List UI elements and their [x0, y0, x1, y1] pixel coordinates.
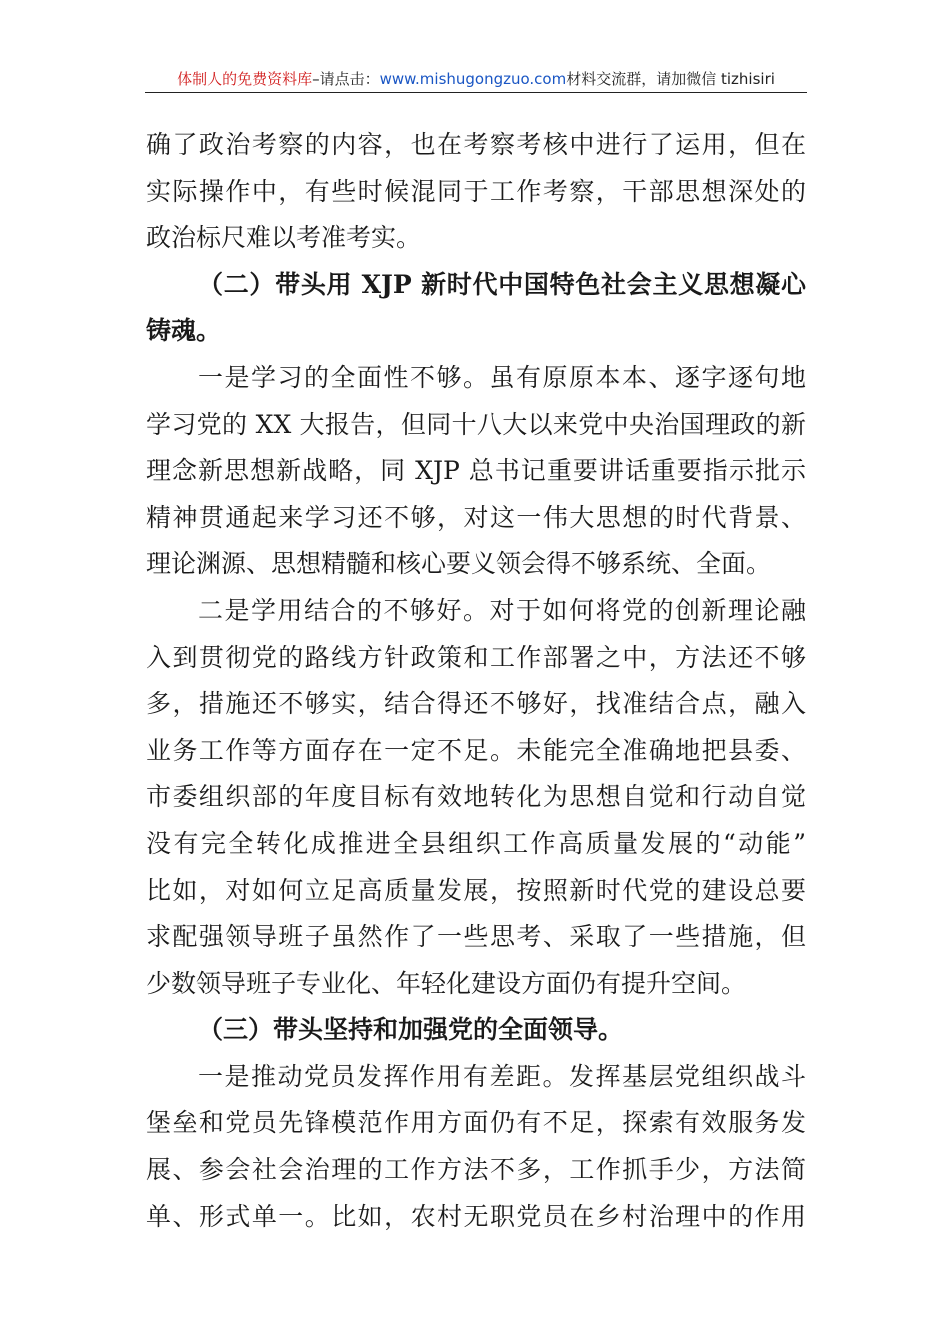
document-body: [146, 122, 806, 1240]
text-line: 业务工作等方面存在一定不足。未能完全准确地把县委、: [146, 735, 806, 765]
header-click-prompt: –请点击：: [312, 70, 380, 88]
text-line: 一是推动党员发挥作用有差距。发挥基层党组织战斗: [198, 1061, 806, 1091]
text-line: 堡垒和党员先锋模范作用方面仍有不足，探索有效服务发: [146, 1108, 806, 1138]
text-line: 精神贯通起来学习还不够，对这一伟大思想的时代背景、: [146, 502, 806, 532]
header-site-name: 体制人的免费资料库: [177, 70, 313, 88]
section-heading: 铸魂。: [146, 316, 222, 346]
page-header: [145, 66, 807, 93]
text-line: 没有完全转化成推进全县组织工作高质量发展的“动能”: [146, 828, 806, 858]
section-heading: （二）带头用 XJP 新时代中国特色社会主义思想凝心: [198, 269, 806, 299]
text-line: 多，措施还不够实，结合得还不够好，找准结合点，融入: [146, 689, 806, 719]
text-line: 求配强领导班子虽然作了一些思考、采取了一些措施，但: [146, 922, 806, 952]
text-line: 比如，对如何立足高质量发展，按照新时代党的建设总要: [146, 875, 806, 905]
text-line: 学习党的 XX 大报告，但同十八大以来党中央治国理政的新: [146, 409, 806, 439]
text-line: 确了政治考察的内容，也在考察考核中进行了运用，但在: [146, 130, 806, 159]
text-line: 二是学用结合的不够好。对于如何将党的创新理论融: [198, 595, 806, 625]
header-contact: 材料交流群，请加微信 tizhisiri: [566, 70, 775, 88]
text-line: 理念新思想新战略，同 XJP 总书记重要讲话重要指示批示: [146, 456, 806, 486]
text-line: 少数领导班子专业化、年轻化建设方面仍有提升空间。: [146, 968, 747, 998]
text-line: 政治标尺难以考准考实。: [146, 223, 422, 253]
text-line: 实际操作中，有些时候混同于工作考察，干部思想深处的: [146, 176, 806, 206]
text-line: 一是学习的全面性不够。虽有原原本本、逐字逐句地: [198, 362, 806, 392]
text-line: 市委组织部的年度目标有效地转化为思想自觉和行动自觉: [146, 782, 806, 812]
section-heading: （三）带头坚持和加强党的全面领导。: [198, 1015, 624, 1045]
text-line: 单、形式单一。比如，农村无职党员在乡村治理中的作用: [146, 1201, 806, 1231]
text-line: 入到贯彻党的路线方针政策和工作部署之中，方法还不够: [146, 642, 806, 672]
text-line: 展、参会社会治理的工作方法不多，工作抓手少，方法简: [146, 1155, 806, 1185]
text-line: 理论渊源、思想精髓和核心要义领会得不够系统、全面。: [146, 549, 772, 579]
header-url-link[interactable]: www.mishugongzuo.com: [379, 70, 567, 88]
